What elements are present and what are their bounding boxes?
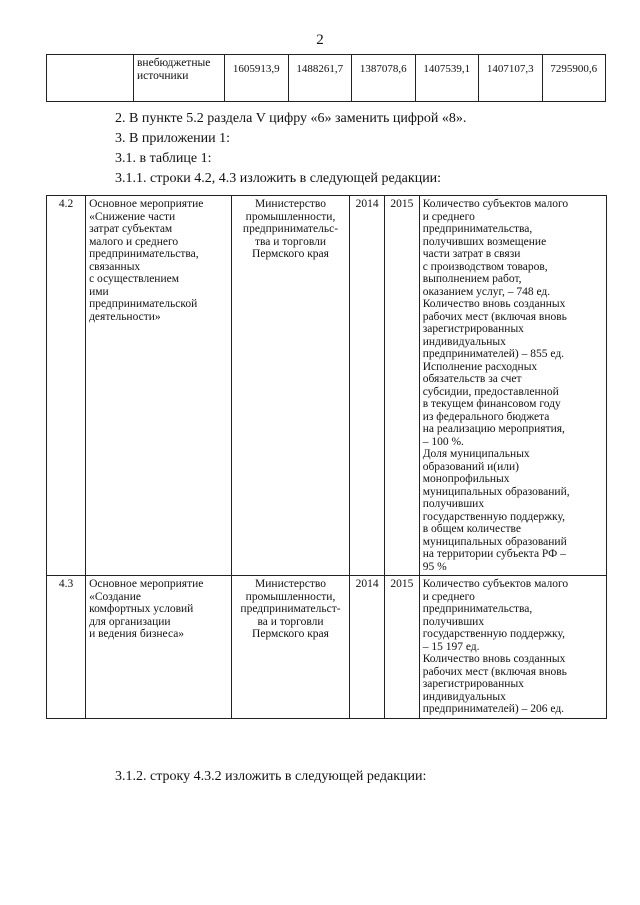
- year-start: 2014: [350, 196, 385, 576]
- text-line: затрат субъектам: [89, 223, 173, 235]
- text-line: зарегистрированных: [422, 678, 524, 690]
- text-line: государственную поддержку,: [422, 628, 565, 640]
- text-line: предпринимательства,: [422, 603, 533, 615]
- expected-results: [419, 196, 606, 576]
- text-line: ими: [89, 285, 109, 298]
- text-line: получивших возмещение: [422, 235, 547, 248]
- text-line: на реализацию мероприятия,: [422, 423, 565, 435]
- text-line: предпринимателей) – 855 ед.: [422, 348, 565, 360]
- paragraph: 3.1.1. строки 4.2, 4.3 изложить в следующей редакции:: [115, 171, 442, 186]
- paragraph: 3.1. в таблице 1:: [115, 151, 212, 166]
- source-label-cell: [134, 55, 225, 102]
- text-line: деятельности»: [89, 310, 161, 323]
- text-line: обязательств за счет: [422, 373, 522, 385]
- text-line: Основное мероприятие: [89, 198, 204, 210]
- text-line: промышленности,: [245, 590, 336, 603]
- text-line: выполнением работ,: [422, 273, 522, 285]
- table-row: [47, 196, 607, 576]
- text-line: рабочих мест (включая вновь: [422, 310, 567, 323]
- text-line: и среднего: [422, 210, 475, 223]
- text-line: с осуществлением: [89, 273, 179, 285]
- text-line: Количество субъектов малого: [422, 578, 569, 590]
- activity-name: [86, 576, 232, 719]
- text-line: части затрат в связи: [422, 248, 521, 260]
- text-line: Количество вновь созданных: [422, 298, 566, 310]
- value-cell: 1488261,7: [288, 55, 352, 102]
- value-cell: 1387078,6: [352, 55, 416, 102]
- text-line: монопрофильных: [422, 473, 510, 485]
- text-line: Доля муниципальных: [422, 448, 530, 460]
- text-line: оказанием услуг, – 748 ед.: [422, 285, 551, 298]
- text-line: получивших: [422, 615, 485, 628]
- text-line: муниципальных образований: [422, 535, 567, 548]
- text-line: тва и торговли: [254, 235, 327, 248]
- paragraph: 3.1.2. строку 4.3.2 изложить в следующей редакции:: [115, 769, 427, 784]
- value-cell: 1407539,1: [415, 55, 479, 102]
- text-line: образований и(или): [422, 460, 519, 473]
- source-label-line: внебюджетные: [137, 57, 211, 69]
- text-line: зарегистрированных: [422, 323, 524, 335]
- row-number: 4.2: [47, 196, 86, 576]
- text-line: для организации: [89, 615, 171, 628]
- year-end: 2015: [384, 576, 419, 719]
- text-line: ва и торговли: [257, 615, 324, 628]
- responsible-ministry: [231, 576, 349, 719]
- text-line: государственную поддержку,: [422, 510, 565, 523]
- table-row: [47, 576, 607, 719]
- text-line: – 100 %.: [422, 435, 464, 448]
- budget-table: [46, 54, 606, 102]
- text-line: Основное мероприятие: [89, 578, 204, 590]
- text-line: предпринимательства,: [422, 223, 533, 235]
- paragraph: 3. В приложении 1:: [115, 131, 231, 146]
- text-line: индивидуальных: [422, 335, 506, 348]
- text-line: – 15 197 ед.: [422, 640, 480, 653]
- paragraph: 2. В пункте 5.2 раздела V цифру «6» заменить цифрой «8».: [115, 111, 467, 126]
- text-line: из федерального бюджета: [422, 410, 550, 423]
- row-number: 4.3: [47, 576, 86, 719]
- text-line: и среднего: [422, 590, 475, 603]
- text-line: Пермского края: [252, 628, 329, 640]
- value-cell: 7295900,6: [542, 55, 606, 102]
- text-line: с производством товаров,: [422, 260, 548, 273]
- text-line: 95 %: [422, 560, 447, 573]
- text-line: Количество вновь созданных: [422, 653, 566, 665]
- text-line: Исполнение расходных: [422, 360, 538, 373]
- text-line: и ведения бизнеса»: [89, 628, 185, 640]
- text-line: предпринимательства,: [89, 248, 199, 260]
- empty-cell: [47, 55, 134, 102]
- text-line: предпринимательс-: [242, 223, 339, 235]
- text-line: индивидуальных: [422, 690, 506, 703]
- text-line: предпринимателей) – 206 ед.: [422, 703, 565, 715]
- value-cell: 1407107,3: [479, 55, 543, 102]
- activities-table: [46, 195, 607, 719]
- text-line: муниципальных образований,: [422, 485, 570, 498]
- text-line: предпринимательст-: [240, 603, 341, 615]
- text-line: Пермского края: [252, 248, 329, 260]
- text-line: малого и среднего: [89, 235, 179, 248]
- page-number: 2: [316, 32, 324, 48]
- text-line: «Создание: [89, 590, 141, 603]
- year-start: 2014: [350, 576, 385, 719]
- text-line: в текущем финансовом году: [422, 398, 561, 410]
- text-line: комфортных условий: [89, 603, 194, 615]
- text-line: Министерство: [255, 578, 326, 590]
- text-line: на территории субъекта РФ –: [422, 548, 566, 560]
- source-label-line: источники: [137, 70, 189, 82]
- table-row: [47, 55, 606, 102]
- text-line: получивших: [422, 498, 485, 510]
- value-cell: 1605913,9: [225, 55, 289, 102]
- text-line: промышленности,: [245, 210, 336, 223]
- expected-results: [419, 576, 606, 719]
- text-line: Количество субъектов малого: [422, 198, 569, 210]
- text-line: «Снижение части: [89, 210, 176, 223]
- text-line: рабочих мест (включая вновь: [422, 665, 567, 678]
- text-line: предпринимательской: [89, 298, 198, 310]
- responsible-ministry: [231, 196, 349, 576]
- text-line: Министерство: [255, 198, 326, 210]
- text-line: в общем количестве: [422, 523, 521, 535]
- activity-name: [86, 196, 232, 576]
- text-line: субсидии, предоставленной: [422, 385, 559, 398]
- text-line: связанных: [89, 260, 141, 273]
- year-end: 2015: [384, 196, 419, 576]
